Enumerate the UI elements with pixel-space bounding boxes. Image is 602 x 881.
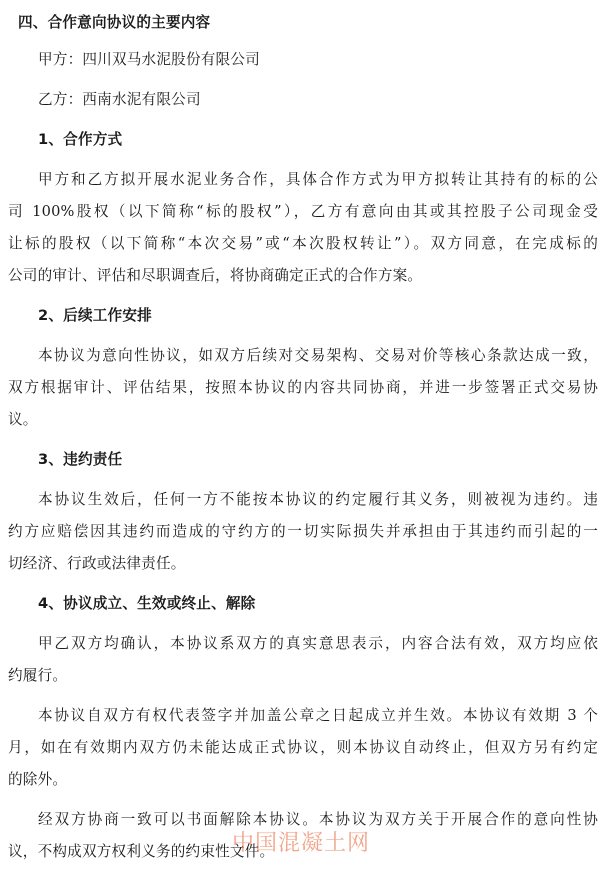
section-2-line-1: 本协议为意向性协议，如双方后续对交易架构、交易对价等核心条款达成一致， xyxy=(38,347,598,364)
section-4-p2-line-2: 月，如在有效期内双方仍未能达成正式协议，则本协议自动终止，但双方另有约定 xyxy=(8,739,598,756)
section-2-title: 2、后续工作安排 xyxy=(38,307,152,324)
section-4-p1-line-1: 甲乙双方均确认，本协议系双方的真实意思表示，内容合法有效，双方均应依 xyxy=(38,635,598,652)
section-2-line-3: 议。 xyxy=(8,411,38,428)
section-3-line-3: 切经济、行政或法律责任。 xyxy=(8,555,186,572)
party-a: 甲方：四川双马水泥股份有限公司 xyxy=(38,51,260,68)
section-4-p1-line-2: 约履行。 xyxy=(8,667,68,684)
party-b: 乙方：西南水泥有限公司 xyxy=(38,91,201,108)
section-4-p3-line-2: 议，不构成双方权利义务的约束性文件。 xyxy=(8,843,275,860)
section-4-p2-line-3: 的除外。 xyxy=(8,771,68,788)
section-1-line-3: 让标的股权（以下简称“本次交易”或“本次股权转让”）。双方同意，在完成标的 xyxy=(8,235,598,252)
section-4-p2-line-1: 本协议自双方有权代表签字并加盖公章之日起成立并生效。本协议有效期 3 个 xyxy=(38,707,598,724)
section-1-line-1: 甲方和乙方拟开展水泥业务合作，具体合作方式为甲方拟转让其持有的标的公 xyxy=(38,171,598,188)
section-3-title: 3、违约责任 xyxy=(38,451,123,468)
section-3-line-2: 约方应赔偿因其违约而造成的守约方的一切实际损失并承担由于其违约而引起的一 xyxy=(8,523,598,540)
section-1-line-2: 司 100%股权（以下简称“标的股权”），乙方有意向由其或其控股子公司现金受 xyxy=(8,203,598,220)
section-1-line-4: 公司的审计、评估和尽职调查后，将协商确定正式的合作方案。 xyxy=(8,267,423,284)
section-4-title: 4、协议成立、生效或终止、解除 xyxy=(38,595,256,612)
section-3-line-1: 本协议生效后，任何一方不能按本协议的约定履行其义务，则被视为违约。违 xyxy=(38,491,598,508)
section-title: 四、合作意向协议的主要内容 xyxy=(18,14,211,31)
section-2-line-2: 双方根据审计、评估结果，按照本协议的内容共同协商，并进一步签署正式交易协 xyxy=(8,379,598,396)
watermark-logo: 中国混凝土网 xyxy=(232,831,371,856)
section-1-title: 1、合作方式 xyxy=(38,131,123,148)
section-4-p3-line-1: 经双方协商一致可以书面解除本协议。本协议为双方关于开展合作的意向性协 xyxy=(38,811,598,828)
